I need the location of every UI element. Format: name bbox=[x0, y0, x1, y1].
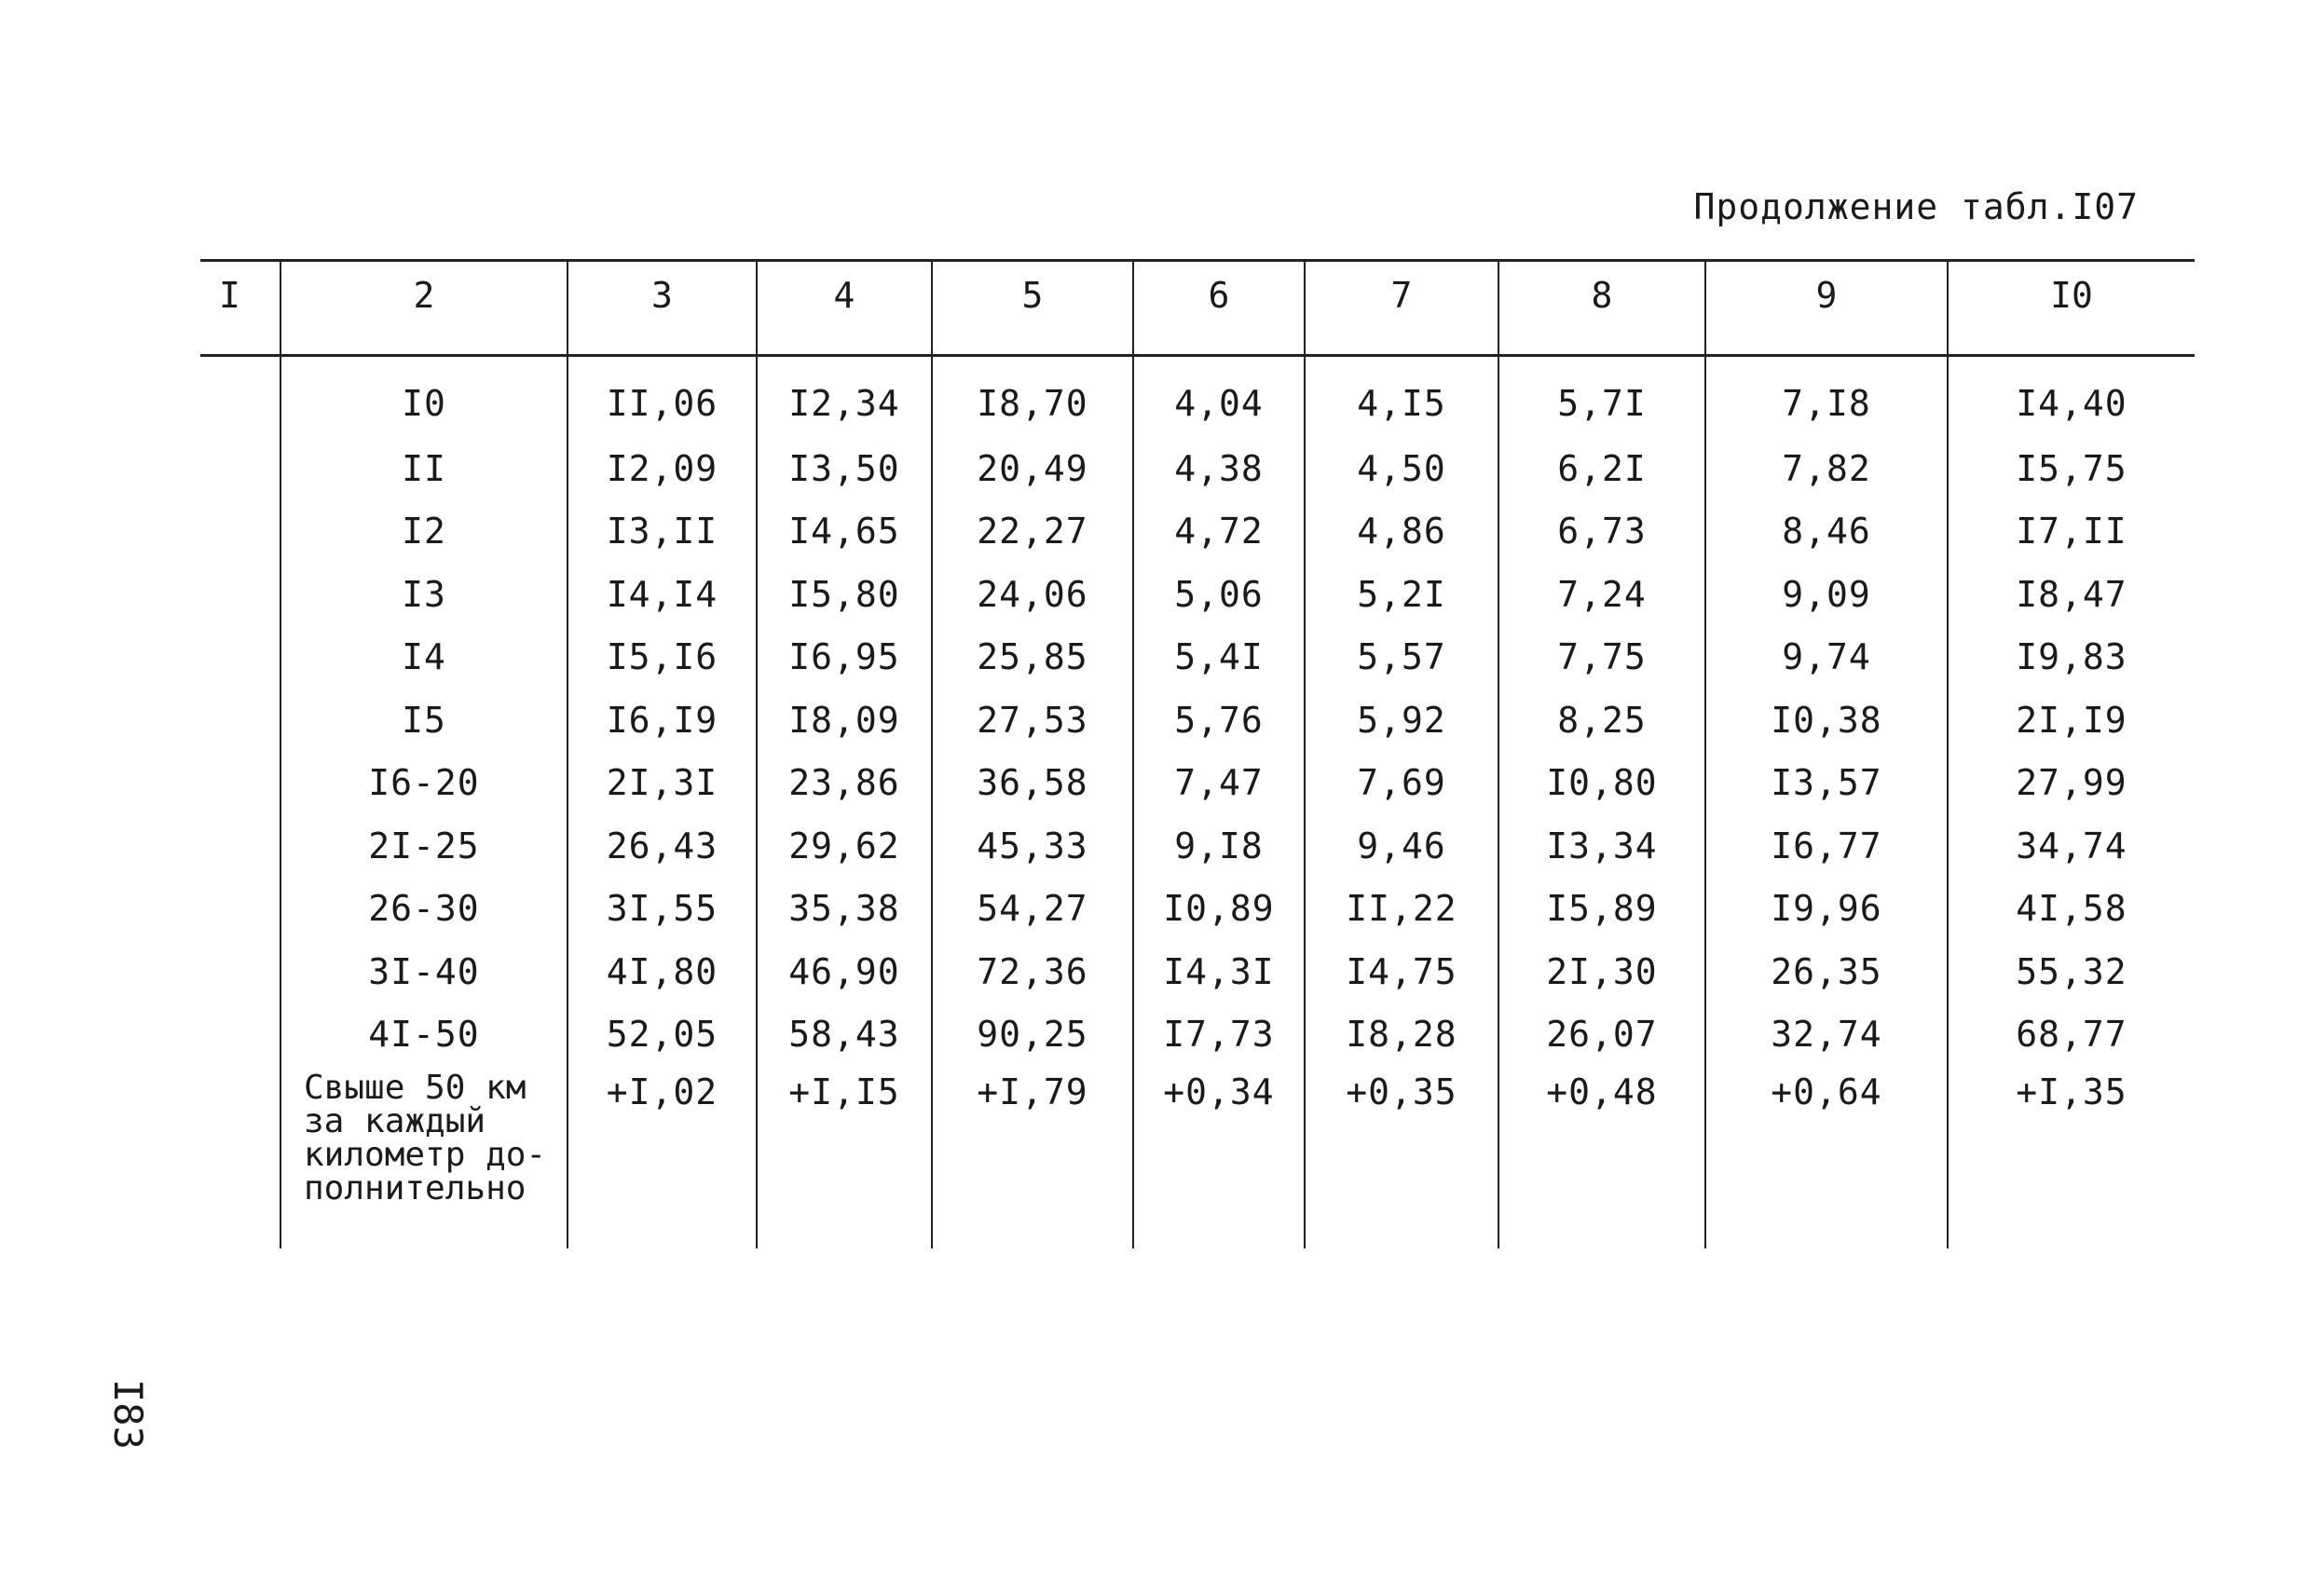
table-cell: 32,74 bbox=[1705, 1003, 1948, 1067]
table-cell: 45,33 bbox=[932, 814, 1133, 878]
table-cell: 9,I8 bbox=[1133, 814, 1305, 878]
table-cell: 26,43 bbox=[568, 814, 757, 878]
table-cell: I8,70 bbox=[932, 356, 1133, 438]
label-line: километр до- bbox=[304, 1136, 547, 1174]
column-header: I0 bbox=[1948, 261, 2195, 356]
table-cell: I2,09 bbox=[568, 437, 757, 500]
table-cell bbox=[200, 752, 280, 815]
column-header: 7 bbox=[1305, 261, 1498, 356]
column-header: 5 bbox=[932, 261, 1133, 356]
table-cell bbox=[200, 878, 280, 941]
table-cell: 3I,55 bbox=[568, 878, 757, 941]
table-row bbox=[200, 437, 2195, 500]
table-cell bbox=[200, 814, 280, 878]
table-cell: +I,79 bbox=[932, 1066, 1133, 1248]
table-cell: I3,50 bbox=[757, 437, 932, 500]
table-cell: I5,75 bbox=[1948, 437, 2195, 500]
page-number: I83 bbox=[105, 1379, 151, 1450]
table-cell bbox=[200, 626, 280, 689]
table-cell: 7,24 bbox=[1498, 563, 1705, 626]
table-cell: 4,50 bbox=[1305, 437, 1498, 500]
table-cell: I6,95 bbox=[757, 626, 932, 689]
distance-cell: I4 bbox=[280, 626, 568, 689]
table-cell: 5,4I bbox=[1133, 626, 1305, 689]
table-cell: 20,49 bbox=[932, 437, 1133, 500]
table-cell: +0,48 bbox=[1498, 1066, 1705, 1248]
table-cell: I0,80 bbox=[1498, 752, 1705, 815]
table-cell: 27,53 bbox=[932, 689, 1133, 752]
table-cell: I9,83 bbox=[1948, 626, 2195, 689]
table-cell: 5,06 bbox=[1133, 563, 1305, 626]
table-cell: 4,I5 bbox=[1305, 356, 1498, 438]
table-row bbox=[200, 689, 2195, 752]
table-cell: 2I,3I bbox=[568, 752, 757, 815]
column-header: 9 bbox=[1705, 261, 1948, 356]
table-cell: I3,57 bbox=[1705, 752, 1948, 815]
table-cell: 55,32 bbox=[1948, 940, 2195, 1003]
distance-cell: I2 bbox=[280, 500, 568, 564]
table-cell bbox=[200, 437, 280, 500]
table-cell bbox=[200, 356, 280, 438]
table-cell: I0,89 bbox=[1133, 878, 1305, 941]
table-row bbox=[200, 356, 2195, 438]
table-cell: I4,75 bbox=[1305, 940, 1498, 1003]
distance-cell: I0 bbox=[280, 356, 568, 438]
label-line: полнительно bbox=[304, 1169, 527, 1207]
table-cell: 6,2I bbox=[1498, 437, 1705, 500]
table-cell: 7,I8 bbox=[1705, 356, 1948, 438]
column-header: 6 bbox=[1133, 261, 1305, 356]
table-cell: 22,27 bbox=[932, 500, 1133, 564]
table-cell: 7,47 bbox=[1133, 752, 1305, 815]
table-row bbox=[200, 878, 2195, 941]
table-cell: 4,38 bbox=[1133, 437, 1305, 500]
table-cell: +I,02 bbox=[568, 1066, 757, 1248]
table-cell: 23,86 bbox=[757, 752, 932, 815]
column-header: I bbox=[200, 261, 280, 356]
table-cell: 5,2I bbox=[1305, 563, 1498, 626]
table-row bbox=[200, 814, 2195, 878]
table-row bbox=[200, 626, 2195, 689]
distance-cell: II bbox=[280, 437, 568, 500]
table-cell: 26,07 bbox=[1498, 1003, 1705, 1067]
distance-cell: 3I-40 bbox=[280, 940, 568, 1003]
table-cell: I7,73 bbox=[1133, 1003, 1305, 1067]
table-cell: 24,06 bbox=[932, 563, 1133, 626]
table-cell: +I,I5 bbox=[757, 1066, 932, 1248]
table-cell: I4,I4 bbox=[568, 563, 757, 626]
column-header: 2 bbox=[280, 261, 568, 356]
table-body bbox=[200, 356, 2195, 1249]
table-row bbox=[200, 752, 2195, 815]
table-cell: 4I,58 bbox=[1948, 878, 2195, 941]
table-cell: 4,72 bbox=[1133, 500, 1305, 564]
distance-cell: I3 bbox=[280, 563, 568, 626]
table-cell: I6,77 bbox=[1705, 814, 1948, 878]
table-cell: I3,II bbox=[568, 500, 757, 564]
table-cell: 34,74 bbox=[1948, 814, 2195, 878]
table-cell: I2,34 bbox=[757, 356, 932, 438]
table-cell: II,06 bbox=[568, 356, 757, 438]
table-cell bbox=[200, 500, 280, 564]
distance-cell: 2I-25 bbox=[280, 814, 568, 878]
column-header: 4 bbox=[757, 261, 932, 356]
table-cell: +0,34 bbox=[1133, 1066, 1305, 1248]
table-cell: 2I,I9 bbox=[1948, 689, 2195, 752]
table-cell: I0,38 bbox=[1705, 689, 1948, 752]
additional-km-label bbox=[280, 1066, 568, 1248]
table-cell: 5,7I bbox=[1498, 356, 1705, 438]
table-cell bbox=[200, 563, 280, 626]
table-cell: 36,58 bbox=[932, 752, 1133, 815]
table-row bbox=[200, 1003, 2195, 1067]
table-cell: I4,3I bbox=[1133, 940, 1305, 1003]
distance-cell: I5 bbox=[280, 689, 568, 752]
column-header: 8 bbox=[1498, 261, 1705, 356]
table-cell bbox=[200, 940, 280, 1003]
column-header: 3 bbox=[568, 261, 757, 356]
header-row bbox=[200, 261, 2195, 356]
table-row-additional-km bbox=[200, 1066, 2195, 1248]
table-cell bbox=[200, 1066, 280, 1248]
table-cell: 52,05 bbox=[568, 1003, 757, 1067]
table-cell: I5,89 bbox=[1498, 878, 1705, 941]
table-cell: +0,35 bbox=[1305, 1066, 1498, 1248]
table-cell: I9,96 bbox=[1705, 878, 1948, 941]
rates-table bbox=[200, 259, 2195, 1248]
table-cell: I6,I9 bbox=[568, 689, 757, 752]
table-cell: II,22 bbox=[1305, 878, 1498, 941]
table-header bbox=[200, 261, 2195, 356]
table-cell: 5,92 bbox=[1305, 689, 1498, 752]
table-cell: I8,09 bbox=[757, 689, 932, 752]
label-line: за каждый bbox=[304, 1102, 486, 1140]
table-cell: 4,86 bbox=[1305, 500, 1498, 564]
table-cell: I8,28 bbox=[1305, 1003, 1498, 1067]
table-cell: 72,36 bbox=[932, 940, 1133, 1003]
distance-cell: 4I-50 bbox=[280, 1003, 568, 1067]
table-cell: I7,II bbox=[1948, 500, 2195, 564]
table-cell: 68,77 bbox=[1948, 1003, 2195, 1067]
table-cell: I3,34 bbox=[1498, 814, 1705, 878]
table-row bbox=[200, 500, 2195, 564]
table-cell: I8,47 bbox=[1948, 563, 2195, 626]
table-cell: 5,76 bbox=[1133, 689, 1305, 752]
table-cell: I5,80 bbox=[757, 563, 932, 626]
table-cell: +I,35 bbox=[1948, 1066, 2195, 1248]
table-cell: 46,90 bbox=[757, 940, 932, 1003]
table-cell: 29,62 bbox=[757, 814, 932, 878]
table-cell: 7,75 bbox=[1498, 626, 1705, 689]
table-cell: 7,82 bbox=[1705, 437, 1948, 500]
table-cell: 9,09 bbox=[1705, 563, 1948, 626]
table-cell: 4,04 bbox=[1133, 356, 1305, 438]
table-cell: 4I,80 bbox=[568, 940, 757, 1003]
table-cell: 5,57 bbox=[1305, 626, 1498, 689]
rates-table-container bbox=[200, 259, 2195, 1248]
table-cell: 9,74 bbox=[1705, 626, 1948, 689]
table-cell: 2I,30 bbox=[1498, 940, 1705, 1003]
table-cell: 27,99 bbox=[1948, 752, 2195, 815]
table-cell: I4,40 bbox=[1948, 356, 2195, 438]
table-cell: 90,25 bbox=[932, 1003, 1133, 1067]
table-cell: 54,27 bbox=[932, 878, 1133, 941]
table-cell: I4,65 bbox=[757, 500, 932, 564]
distance-cell: I6-20 bbox=[280, 752, 568, 815]
table-cell: 9,46 bbox=[1305, 814, 1498, 878]
table-cell: 7,69 bbox=[1305, 752, 1498, 815]
table-cell: +0,64 bbox=[1705, 1066, 1948, 1248]
label-line: Свыше 50 км bbox=[304, 1069, 527, 1107]
table-cell: I5,I6 bbox=[568, 626, 757, 689]
table-caption: Продолжение табл.I07 bbox=[1693, 186, 2139, 227]
table-cell: 25,85 bbox=[932, 626, 1133, 689]
table-cell: 58,43 bbox=[757, 1003, 932, 1067]
table-row bbox=[200, 940, 2195, 1003]
table-cell: 8,46 bbox=[1705, 500, 1948, 564]
distance-cell: 26-30 bbox=[280, 878, 568, 941]
table-row bbox=[200, 563, 2195, 626]
table-cell bbox=[200, 1003, 280, 1067]
table-cell: 26,35 bbox=[1705, 940, 1948, 1003]
table-cell bbox=[200, 689, 280, 752]
table-cell: 35,38 bbox=[757, 878, 932, 941]
table-cell: 8,25 bbox=[1498, 689, 1705, 752]
table-cell: 6,73 bbox=[1498, 500, 1705, 564]
